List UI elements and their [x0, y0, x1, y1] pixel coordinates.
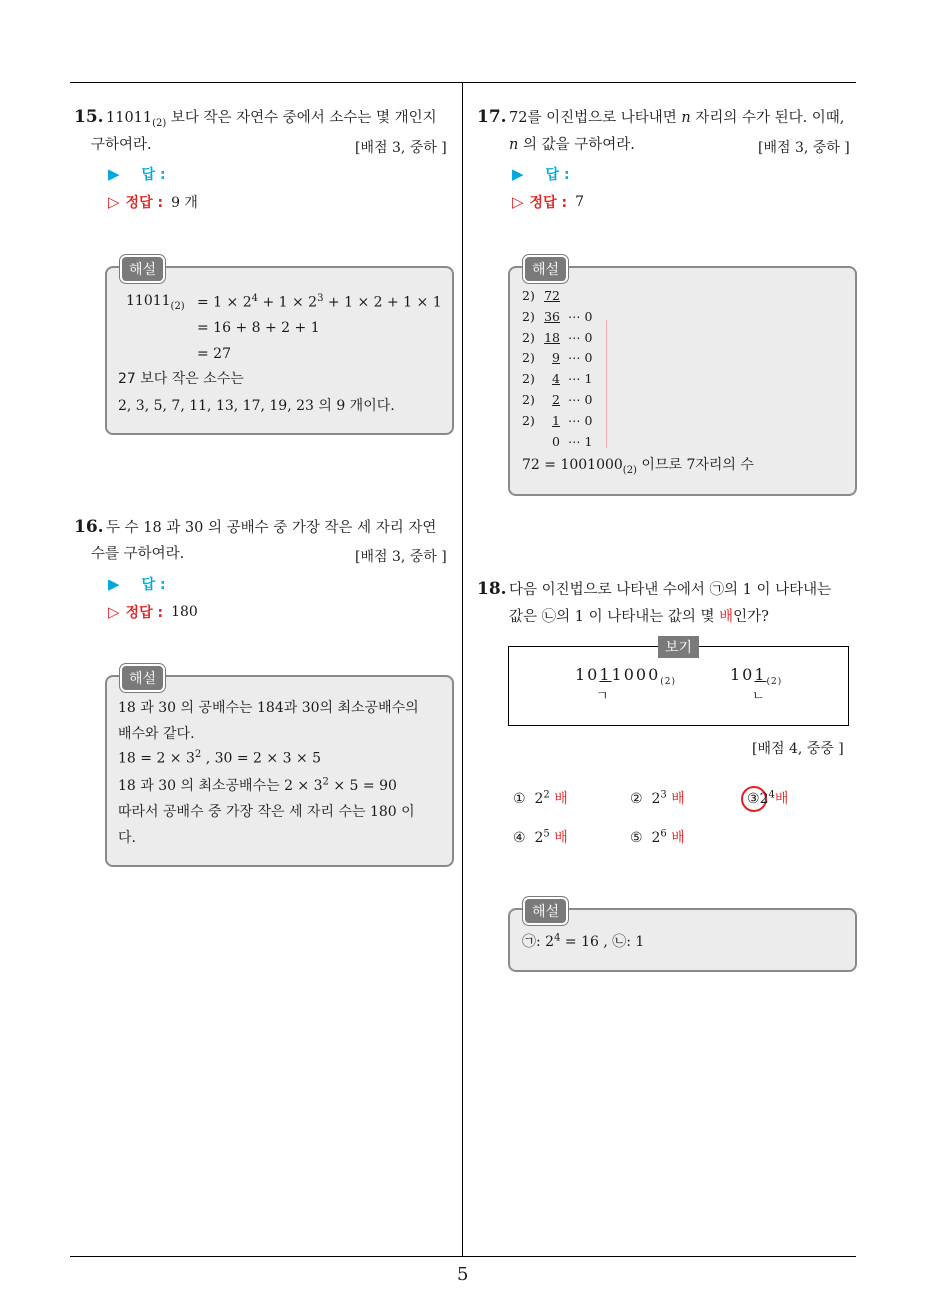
expl-text: 11011	[126, 293, 171, 309]
q18-choice-2[interactable]	[630, 788, 685, 808]
choice-exp: 3	[660, 789, 667, 801]
choice-exp: 2	[543, 789, 550, 801]
division-quotient: 9	[552, 350, 560, 366]
division-divisor: 2)	[522, 308, 535, 324]
expl-text: + 1 × 2 + 1 × 1	[323, 294, 442, 311]
bogi-sub: (2)	[766, 677, 783, 688]
correct-label: 정답 :	[125, 195, 164, 211]
expl-sup: 3	[317, 293, 324, 304]
q16-expl-line3	[118, 749, 321, 767]
choice-base: 2	[534, 791, 544, 807]
choice-unit: 배	[554, 830, 568, 846]
expl-text: 72 = 1001000	[522, 457, 623, 473]
division-divisor: 2)	[522, 329, 535, 345]
expl-sub: (2)	[622, 464, 637, 476]
q18-line1: 다음 이진법으로 나타낸 수에서 ㉠의 1 이 나타내는	[509, 582, 832, 598]
q18-text-red: 배	[719, 609, 734, 625]
q17-variable: n	[681, 110, 691, 126]
choice-exp: 6	[660, 828, 667, 840]
q15-score: [배점 3, 중하 ]	[355, 140, 447, 156]
expl-sup: 4	[251, 293, 259, 304]
q17-text: 의 값을 구하여라.	[518, 137, 635, 153]
choice-unit: 배	[671, 791, 685, 807]
q18-choice-5[interactable]	[630, 827, 685, 847]
q15-expl-line1	[126, 293, 185, 312]
choice-unit: 배	[671, 830, 685, 846]
answer-label: 답 :	[545, 167, 570, 183]
q16-expl-line2: 배수와 같다.	[118, 726, 195, 742]
q18-choice-1[interactable]	[513, 788, 568, 808]
bogi-digits: 10	[730, 665, 755, 684]
q15-number-value: 11011	[106, 110, 153, 126]
bottom-rule	[70, 1256, 856, 1257]
q18-bogi-mark2: ㄴ	[752, 689, 765, 704]
division-quotient: 72	[544, 288, 560, 303]
q15-correct-line	[108, 192, 198, 212]
play-icon: ▶	[512, 165, 524, 183]
bogi-digit-underlined: 1	[754, 665, 767, 684]
division-quotient: 1	[552, 412, 560, 428]
q15-expl-line4: 27 보다 작은 소수는	[118, 371, 244, 387]
choice-exp: 5	[543, 828, 550, 840]
answer-label: 답 :	[141, 577, 166, 593]
q15-line2: 구하여라.	[91, 137, 152, 153]
q16-correct-line	[108, 602, 198, 622]
q17-number: 17.	[477, 107, 507, 127]
choice-exp: 4	[768, 789, 775, 801]
division-remainder: ⋯ 1	[568, 371, 593, 387]
expl-text: × 5 = 90	[328, 778, 397, 794]
q16-line1: 두 수 18 과 30 의 공배수 중 가장 작은 세 자리 자연	[106, 520, 437, 536]
q17-text: 72를 이진법으로 나타내면	[509, 110, 682, 126]
q17-correct-line	[512, 192, 584, 212]
division-quotient: 36	[544, 308, 560, 324]
q18-bogi-number1	[575, 665, 676, 687]
division-divisor: 2)	[522, 392, 535, 407]
q18-text: 값은 ㉡의 1 이 나타내는 값의 몇	[509, 609, 720, 625]
q15-expl-line1-rhs	[197, 293, 442, 311]
choice-unit: 배	[554, 791, 568, 807]
bogi-digit-underlined: 1	[599, 665, 612, 684]
q16-correct-answer: 180	[171, 604, 198, 620]
correct-label: 정답 :	[529, 195, 568, 211]
q17-division-arrow	[606, 320, 607, 448]
q17-variable: n	[509, 137, 519, 153]
q15-answer-line	[108, 164, 166, 184]
division-remainder: ⋯ 1	[568, 433, 593, 449]
expl-text: 이므로 7자리의 수	[636, 457, 754, 473]
choice-number: ③	[747, 791, 760, 807]
expl-text: ㉠: 2	[522, 934, 555, 950]
q16-explanation-tag: 해설	[120, 664, 165, 692]
q17-answer-line	[512, 164, 570, 184]
expl-text: = 1 × 2	[197, 294, 252, 311]
q15-expl-line2: = 16 + 8 + 2 + 1	[197, 320, 320, 336]
division-row	[522, 371, 592, 391]
q15-number: 15.	[74, 107, 104, 127]
column-divider	[462, 82, 463, 1257]
q15-line1-text: 보다 작은 자연수 중에서 소수는 몇 개인지	[166, 110, 437, 126]
q15-expl-line3: = 27	[197, 346, 231, 362]
q15-line1	[106, 104, 437, 138]
q18-bogi-number2	[730, 665, 782, 687]
q18-text: 인가?	[733, 609, 769, 625]
q17-expl-result	[522, 454, 754, 476]
division-row	[522, 288, 568, 308]
q15-correct-answer: 9 개	[171, 195, 198, 211]
expl-text: , 30 = 2 × 3 × 5	[201, 750, 322, 767]
expl-sub: (2)	[170, 300, 185, 312]
q17-line1	[509, 104, 844, 132]
choice-number: ⑤	[630, 830, 643, 846]
division-quotient: 2	[552, 392, 560, 407]
q18-bogi-tag: 보기	[658, 636, 699, 658]
choice-base: 2	[759, 791, 769, 807]
q16-expl-line5: 따라서 공배수 중 가장 작은 세 자리 수는 180 이	[118, 804, 415, 820]
correct-label: 정답 :	[125, 605, 164, 621]
outline-triangle-icon: ▷	[108, 603, 120, 621]
play-icon: ▶	[108, 165, 120, 183]
division-row	[522, 392, 592, 412]
q15-explanation-tag: 해설	[120, 255, 165, 283]
choice-unit: 배	[774, 791, 789, 807]
expl-text: 18 = 2 × 3	[118, 750, 195, 767]
q18-bogi-mark1: ㄱ	[596, 689, 609, 704]
answer-label: 답 :	[141, 167, 166, 183]
choice-base: 2	[534, 830, 544, 846]
page-number: 5	[457, 1264, 469, 1285]
division-row	[522, 330, 592, 350]
q17-score: [배점 3, 중하 ]	[758, 140, 850, 156]
q17-line2	[509, 131, 635, 159]
q16-expl-line4	[118, 775, 397, 795]
division-row	[522, 350, 592, 370]
expl-text: + 1 × 2	[258, 294, 318, 311]
expl-sup: 4	[554, 932, 561, 944]
division-row	[522, 434, 592, 454]
q18-choice-3[interactable]	[747, 788, 788, 808]
bogi-sub: (2)	[660, 677, 677, 688]
outline-triangle-icon: ▷	[108, 193, 120, 211]
expl-sup: 2	[194, 749, 202, 760]
division-remainder: ⋯ 0	[568, 412, 593, 428]
q18-score: [배점 4, 중중 ]	[752, 741, 844, 757]
q17-correct-answer: 7	[575, 194, 584, 210]
division-row	[522, 309, 592, 329]
division-remainder: ⋯ 0	[568, 308, 593, 324]
choice-number: ①	[513, 791, 526, 807]
division-divisor: 2)	[522, 350, 535, 366]
division-remainder: ⋯ 0	[568, 350, 593, 366]
q18-choice-4[interactable]	[513, 827, 568, 847]
q15-base: (2)	[152, 117, 167, 129]
q16-score: [배점 3, 중하 ]	[355, 549, 447, 565]
division-row	[522, 413, 592, 433]
division-quotient: 18	[544, 329, 560, 345]
bogi-digits: 10	[575, 665, 600, 684]
q18-line2	[509, 603, 769, 631]
division-divisor: 2)	[522, 412, 535, 428]
q16-number: 16.	[74, 517, 104, 537]
top-rule	[70, 82, 856, 83]
choice-number: ④	[513, 830, 526, 846]
division-divisor: 2)	[522, 371, 535, 387]
q17-text: 자리의 수가 된다. 이때,	[690, 110, 845, 126]
q16-line2: 수를 구하여라.	[91, 546, 185, 562]
division-divisor: 2)	[522, 288, 535, 303]
division-remainder: ⋯ 0	[568, 329, 593, 345]
expl-text: 18 과 30 의 최소공배수는 2 × 3	[118, 778, 323, 794]
expl-sup: 2	[322, 776, 329, 788]
q15-expl-line5: 2, 3, 5, 7, 11, 13, 17, 19, 23 의 9 개이다.	[118, 398, 395, 414]
outline-triangle-icon: ▷	[512, 193, 524, 211]
q17-explanation-tag: 해설	[523, 255, 568, 283]
q18-expl-line	[522, 931, 644, 951]
division-quotient: 0	[552, 433, 560, 449]
choice-base: 2	[651, 830, 661, 846]
bogi-digits: 1000	[611, 665, 661, 684]
play-icon: ▶	[108, 575, 120, 593]
choice-base: 2	[651, 791, 661, 807]
q16-answer-line	[108, 574, 166, 594]
expl-text: = 16 , ㉡: 1	[560, 934, 645, 950]
division-remainder: ⋯ 0	[568, 392, 593, 407]
q18-number: 18.	[477, 579, 507, 599]
division-quotient: 4	[552, 371, 560, 387]
q18-bogi-box	[508, 646, 849, 726]
q16-expl-line1: 18 과 30 의 공배수는 184과 30의 최소공배수의	[118, 700, 419, 716]
q18-explanation-tag: 해설	[523, 897, 568, 925]
q16-expl-line6: 다.	[118, 830, 136, 846]
choice-number: ②	[630, 791, 643, 807]
